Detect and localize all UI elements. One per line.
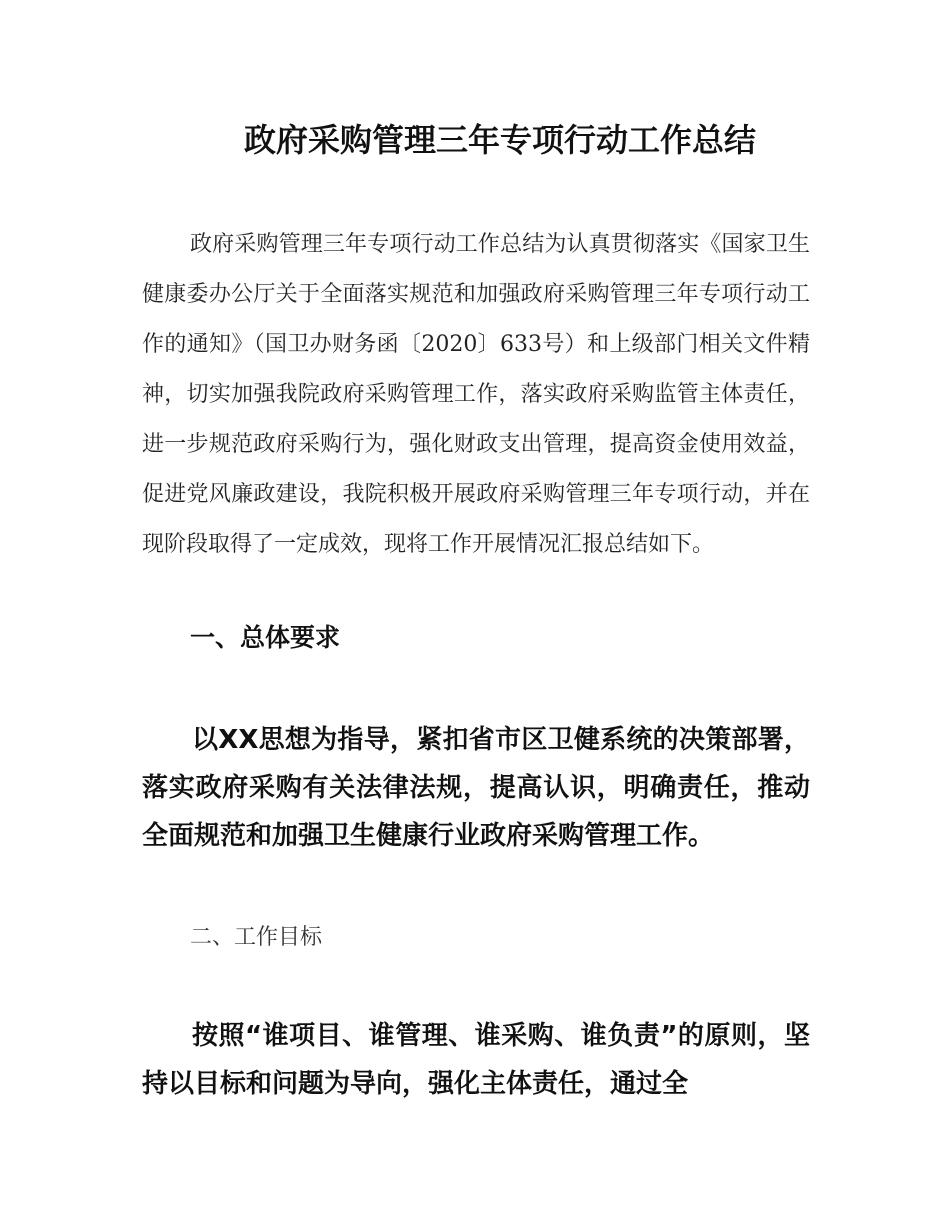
overall-requirements-paragraph: 以XX思想为指导，紧扣省市区卫健系统的决策部署，落实政府采购有关法律法规，提高认识，明确责任，推动全面规范和加强卫生健康行业政府采购管理工作。: [142, 725, 810, 851]
document-title: 政府采购管理三年专项行动工作总结: [243, 121, 756, 159]
section-heading-overall-requirements: 一、总体要求: [190, 623, 341, 652]
section-heading-work-goals: 二、工作目标: [190, 925, 323, 950]
work-goals-paragraph: 按照“谁项目、谁管理、谁采购、谁负责”的原则，坚持以目标和问题为导向，强化主体责任，通过全: [142, 1021, 810, 1099]
intro-paragraph: 政府采购管理三年专项行动工作总结为认真贯彻落实《国家卫生健康委办公厅关于全面落实规范和加强政府采购管理三年专项行动工作的通知》（国卫办财务函〔2020〕633号）和上级部门相关文件精神，切实加强我院政府采购管理工作，落实政府采购监管主体责任，进一步规范政府采购行为，强化财政支出管理，提高资金使用效益，促进党风廉政建设，我院积极开展政府采购管理三年专项行动，并在现阶段取得了一定成效，现将工作开展情况汇报总结如下。: [142, 232, 810, 557]
